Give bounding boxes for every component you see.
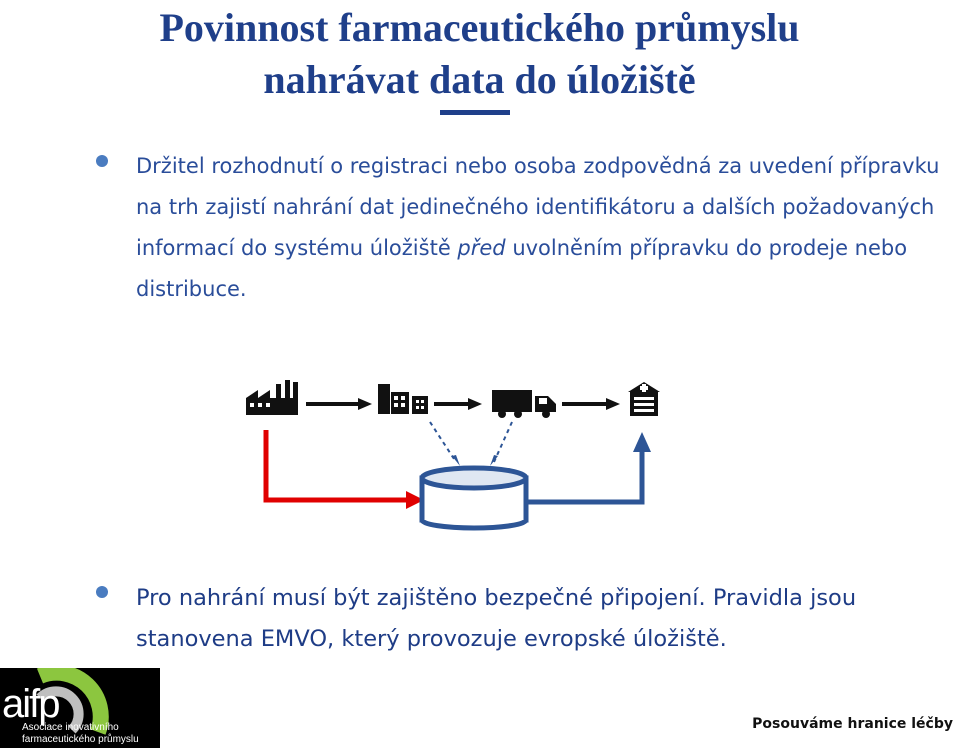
upload-path [266, 430, 424, 509]
dashed-arrowhead-1 [452, 455, 460, 466]
repository-icon [422, 468, 526, 528]
bullet-marker-2 [96, 586, 108, 598]
flow-arrow-1 [306, 398, 372, 410]
footer-tagline: Posouváme hranice léčby [752, 716, 953, 732]
bullet-marker-1 [96, 155, 108, 167]
bullet-text-1 [136, 146, 946, 310]
logo-subtitle [22, 722, 139, 746]
logo-subtitle-line-2: farmaceutického průmyslu [22, 734, 139, 745]
supply-chain-diagram [230, 370, 670, 550]
dashed-links [430, 422, 512, 462]
slide-title [0, 2, 959, 106]
pharmacy-icon [628, 382, 660, 416]
factory-icon [246, 380, 298, 415]
logo-text: aifp [2, 682, 59, 726]
flow-arrow-3 [562, 398, 620, 410]
truck-icon [492, 390, 556, 418]
title-underline [440, 110, 510, 115]
aifp-logo [0, 668, 160, 748]
bullet-text-1-part-1: Držitel rozhodnutí o registraci nebo osoba zodpovědná za uvedení přípravku na trh zajistí nahrání dat jedinečného identifikátoru a dalších požadovaných informací do systému úložiště [136, 154, 940, 260]
title-line-2: nahrávat data do úložiště [263, 57, 696, 102]
bullet-text-1-part-2: uvolněním přípravku do prodeje nebo distribuce. [136, 236, 908, 301]
buildings-icon [378, 384, 428, 414]
flow-arrow-2 [434, 398, 482, 410]
bullet-text-1-italic: před [457, 236, 506, 260]
dashed-arrowhead-2 [490, 455, 498, 466]
verification-path [526, 432, 651, 502]
logo-subtitle-line-1: Asociace inovativního [22, 722, 119, 733]
title-line-1: Povinnost farmaceutického průmyslu [159, 5, 800, 50]
bullet-text-2: Pro nahrání musí být zajištěno bezpečné připojení. Pravidla jsou stanovena EMVO, který provozuje evropské úložiště. [136, 585, 857, 652]
